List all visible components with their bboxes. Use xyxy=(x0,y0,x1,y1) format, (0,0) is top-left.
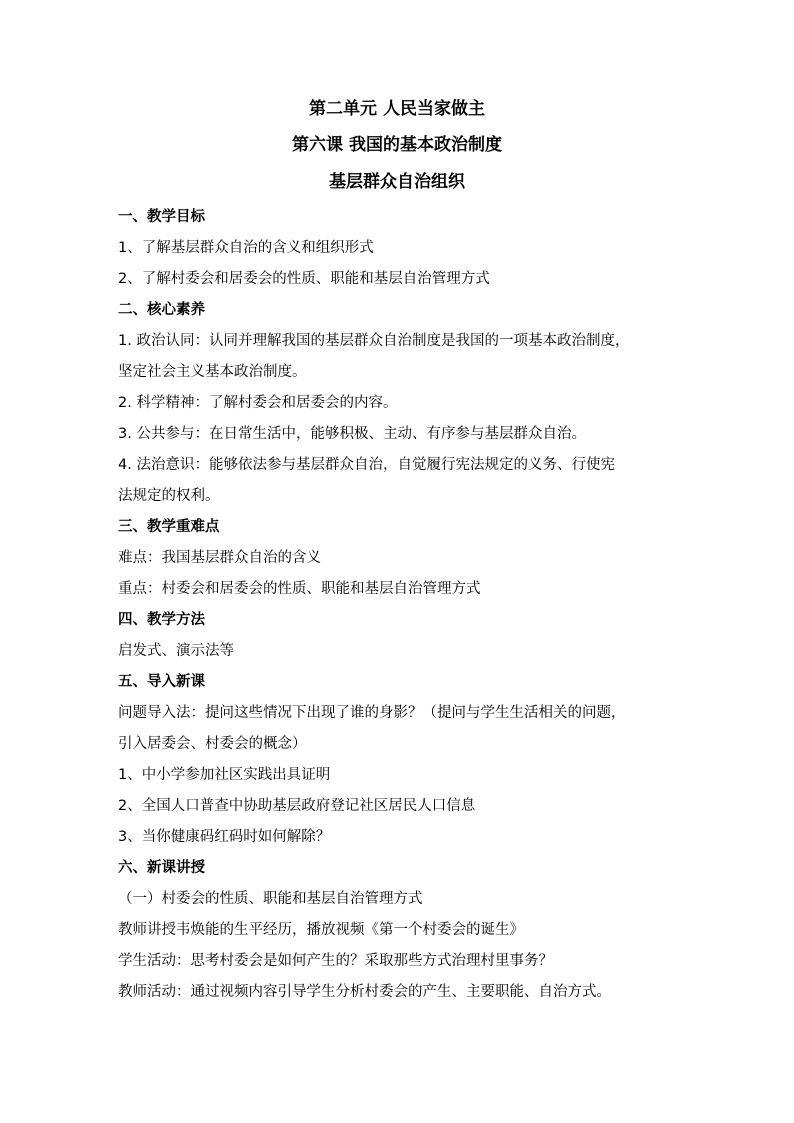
section-heading: 六、新课讲授 xyxy=(118,860,205,876)
paragraph-line: 1. 政治认同：认同并理解我国的基层群众自治制度是我国的一项基本政治制度， xyxy=(118,333,630,349)
paragraph-line: 2、全国人口普查中协助基层政府登记社区居民人口信息 xyxy=(118,798,476,814)
section-heading: 三、教学重难点 xyxy=(118,519,220,535)
paragraph-line: 2、了解村委会和居委会的性质、职能和基层自治管理方式 xyxy=(118,271,490,287)
section-heading: 二、核心素养 xyxy=(118,302,205,318)
paragraph-line: （一）村委会的性质、职能和基层自治管理方式 xyxy=(118,891,423,907)
section-heading: 五、导入新课 xyxy=(118,674,205,690)
paragraph-line: 2. 科学精神：了解村委会和居委会的内容。 xyxy=(118,395,398,411)
paragraph-line: 问题导入法：提问这些情况下出现了谁的身影？（提问与学生生活相关的问题， xyxy=(118,705,626,721)
paragraph-line: 法规定的权利。 xyxy=(118,488,220,504)
paragraph-line: 教师讲授韦焕能的生平经历，播放视频《第一个村委会的诞生》 xyxy=(118,922,524,938)
paragraph-line: 3、当你健康码红码时如何解除？ xyxy=(118,829,331,845)
unit-title: 第二单元 人民当家做主 xyxy=(309,99,485,119)
paragraph-line: 引入居委会、村委会的概念） xyxy=(118,736,307,752)
paragraph-line: 4. 法治意识：能够依法参与基层群众自治，自觉履行宪法规定的义务、行使宪 xyxy=(118,457,615,473)
paragraph-line: 难点：我国基层群众自治的含义 xyxy=(118,550,321,566)
paragraph-line: 重点：村委会和居委会的性质、职能和基层自治管理方式 xyxy=(118,581,481,597)
topic-title: 基层群众自治组织 xyxy=(329,172,465,192)
document-body xyxy=(118,202,698,1008)
paragraph-line: 1、中小学参加社区实践出具证明 xyxy=(118,767,331,783)
section-heading: 一、教学目标 xyxy=(118,209,205,225)
paragraph-line: 1、了解基层群众自治的含义和组织形式 xyxy=(118,240,374,256)
lesson-title: 第六课 我国的基本政治制度 xyxy=(292,135,502,155)
paragraph-line: 3. 公共参与：在日常生活中，能够积极、主动、有序参与基层群众自治。 xyxy=(118,426,586,442)
paragraph-line: 坚定社会主义基本政治制度。 xyxy=(118,364,307,380)
paragraph-line: 教师活动：通过视频内容引导学生分析村委会的产生、主要职能、自治方式。 xyxy=(118,984,611,1000)
section-heading: 四、教学方法 xyxy=(118,612,205,628)
paragraph-line: 学生活动：思考村委会是如何产生的？采取那些方式治理村里事务？ xyxy=(118,953,553,969)
paragraph-line: 启发式、演示法等 xyxy=(118,643,234,659)
